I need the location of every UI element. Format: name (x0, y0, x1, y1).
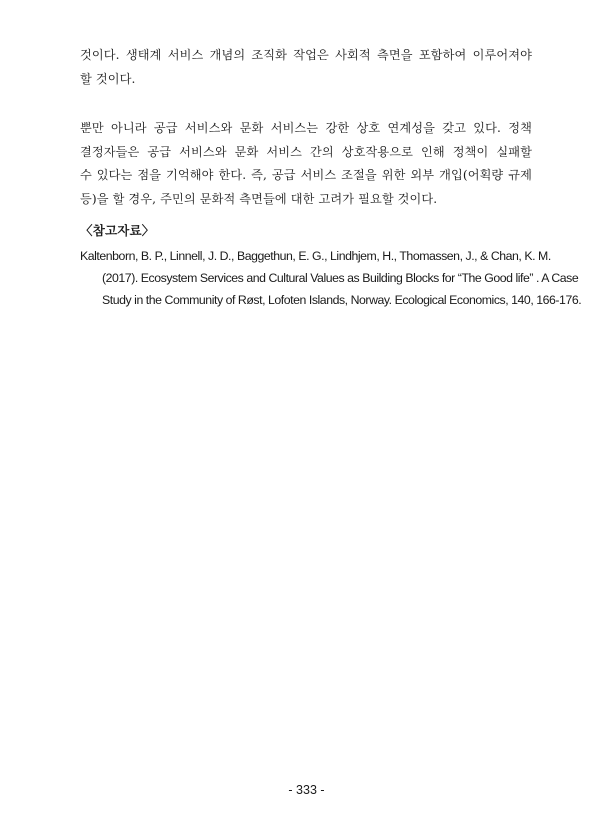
paragraph-line: 등)을 할 경우, 주민의 문화적 측면들에 대한 고려가 필요할 것이다. (80, 191, 438, 206)
body-paragraph-2 (80, 117, 532, 211)
paragraph-line: 것이다. 생태계 서비스 개념의 조직화 작업은 사회적 측면을 포함하여 이루어져야 (80, 48, 532, 62)
reference-line: Study in the Community of Røst, Lofoten Islands, Norway. Ecological Economics, 140, 166-176. (102, 293, 582, 307)
reference-entry (80, 245, 582, 311)
paragraph-line: 결정자들은 공급 서비스와 문화 서비스 간의 상호작용으로 인해 정책이 실패할 (80, 144, 532, 159)
paragraph-line: 할 것이다. (80, 71, 136, 86)
reference-line: (2017). Ecosystem Services and Cultural Values as Building Blocks for “The Good life” . A Case (102, 271, 579, 285)
paragraph-line: 수 있다는 점을 기억해야 한다. 즉, 공급 서비스 조절을 위한 외부 개입(어획량 규제 (80, 168, 532, 182)
body-paragraph-1 (80, 44, 532, 91)
references-heading: 〈참고자료〉 (80, 223, 155, 238)
reference-line: Kaltenborn, B. P., Linnell, J. D., Baggethun, E. G., Lindhjem, H., Thomassen, J., & Chan, K. M. (80, 249, 551, 263)
page-number: - 333 - (288, 783, 325, 797)
paragraph-line: 뿐만 아니라 공급 서비스와 문화 서비스는 강한 상호 연계성을 갖고 있다. 정책 (80, 121, 532, 135)
